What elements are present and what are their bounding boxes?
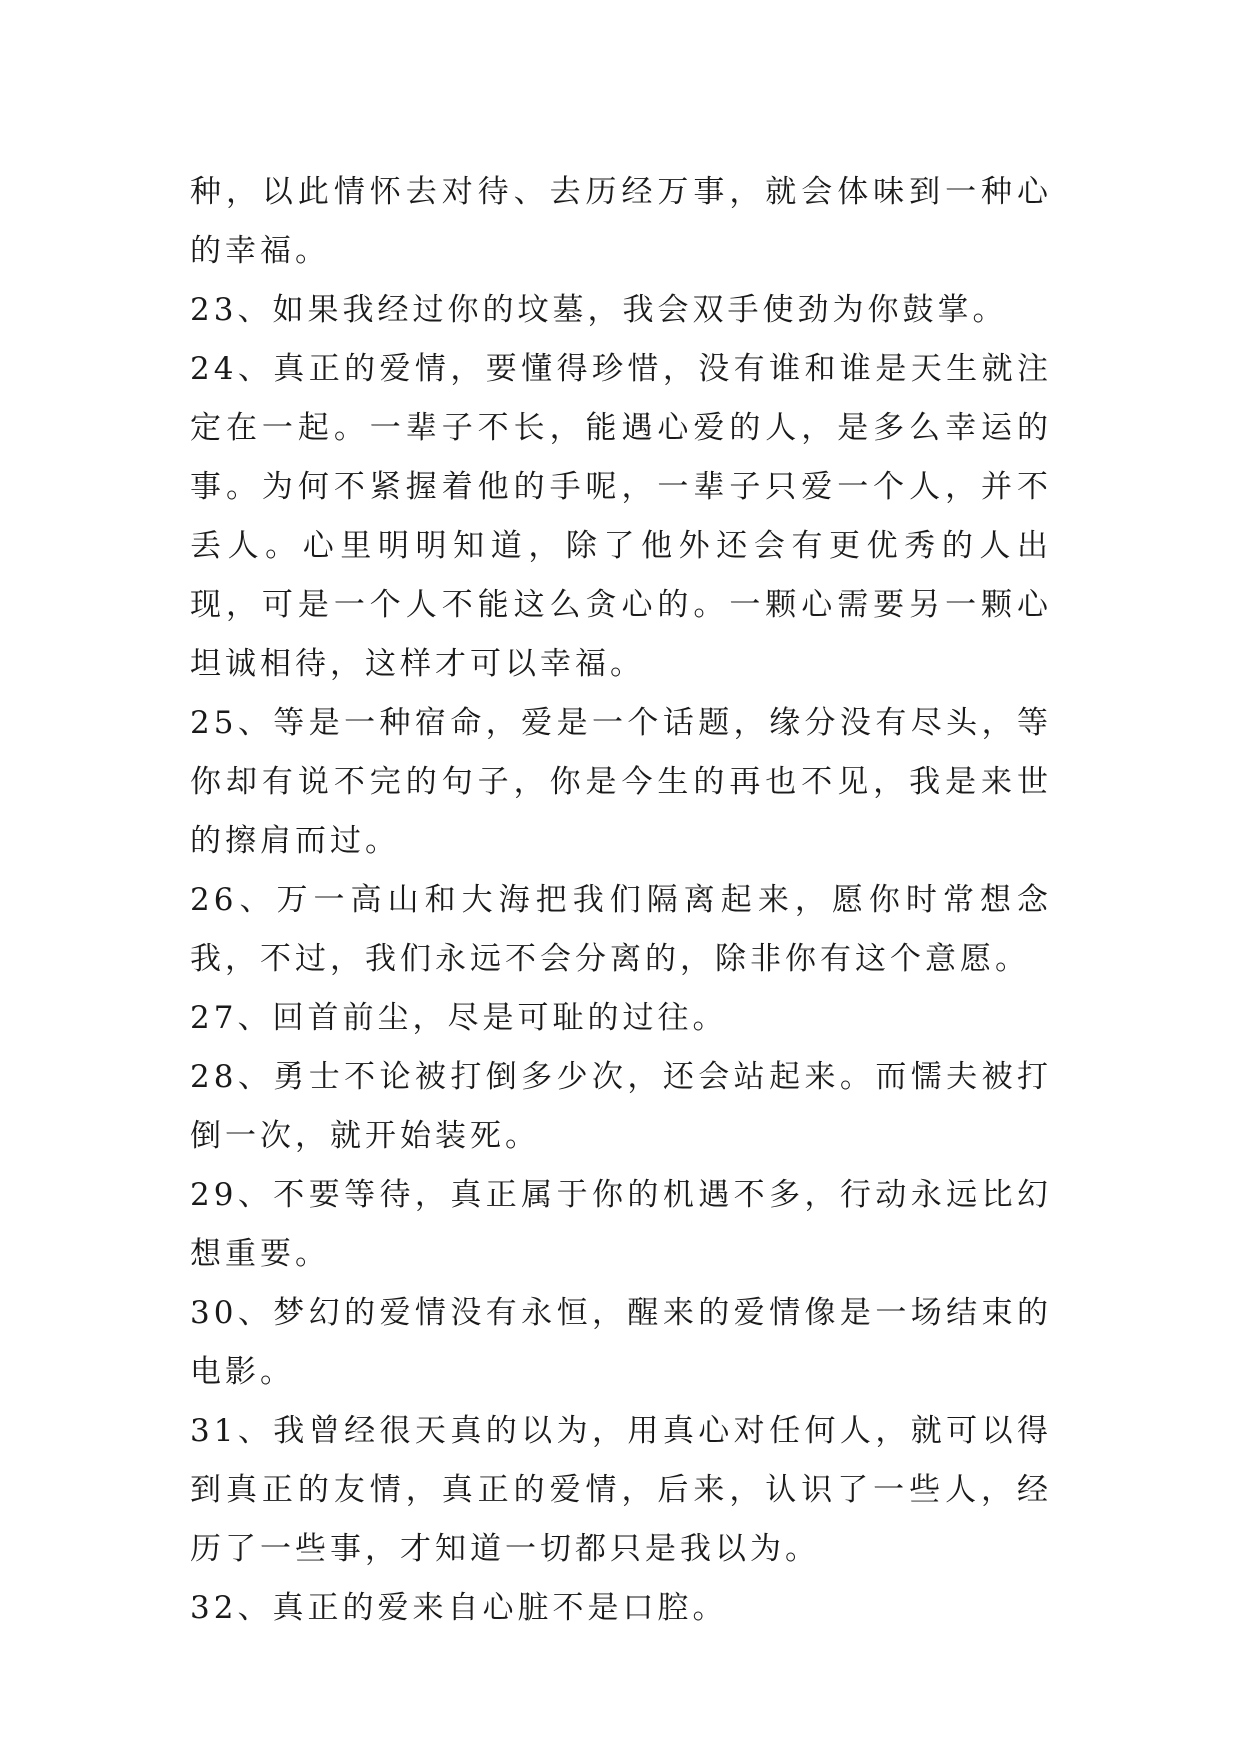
document-body bbox=[190, 163, 1052, 1638]
paragraph-continuation: 种，以此情怀去对待、去历经万事，就会体味到一种心的幸福。 bbox=[190, 174, 1052, 269]
quote-29: 29、不要等待，真正属于你的机遇不多，行动永远比幻想重要。 bbox=[190, 1177, 1052, 1272]
quote-32: 32、真正的爱来自心脏不是口腔。 bbox=[190, 1590, 728, 1626]
quote-25: 25、等是一种宿命，爱是一个话题，缘分没有尽头，等你却有说不完的句子，你是今生的再也不见，我是来世的擦肩而过。 bbox=[190, 705, 1052, 859]
quote-23: 23、如果我经过你的坟墓，我会双手使劲为你鼓掌。 bbox=[190, 292, 1008, 328]
quote-24: 24、真正的爱情，要懂得珍惜，没有谁和谁是天生就注定在一起。一辈子不长，能遇心爱的人，是多么幸运的事。为何不紧握着他的手呢，一辈子只爱一个人，并不丢人。心里明明知道，除了他外还会有更优秀的人出现，可是一个人不能这么贪心的。一颗心需要另一颗心坦诚相待，这样才可以幸福。 bbox=[190, 351, 1052, 682]
quote-28: 28、勇士不论被打倒多少次，还会站起来。而懦夫被打倒一次，就开始装死。 bbox=[190, 1059, 1052, 1154]
quote-31: 31、我曾经很天真的以为，用真心对任何人，就可以得到真正的友情，真正的爱情，后来，认识了一些人，经历了一些事，才知道一切都只是我以为。 bbox=[190, 1413, 1052, 1567]
quote-30: 30、梦幻的爱情没有永恒，醒来的爱情像是一场结束的电影。 bbox=[190, 1295, 1052, 1390]
quote-26: 26、万一高山和大海把我们隔离起来，愿你时常想念我，不过，我们永远不会分离的，除非你有这个意愿。 bbox=[190, 882, 1052, 977]
quote-27: 27、回首前尘，尽是可耻的过往。 bbox=[190, 1000, 728, 1036]
